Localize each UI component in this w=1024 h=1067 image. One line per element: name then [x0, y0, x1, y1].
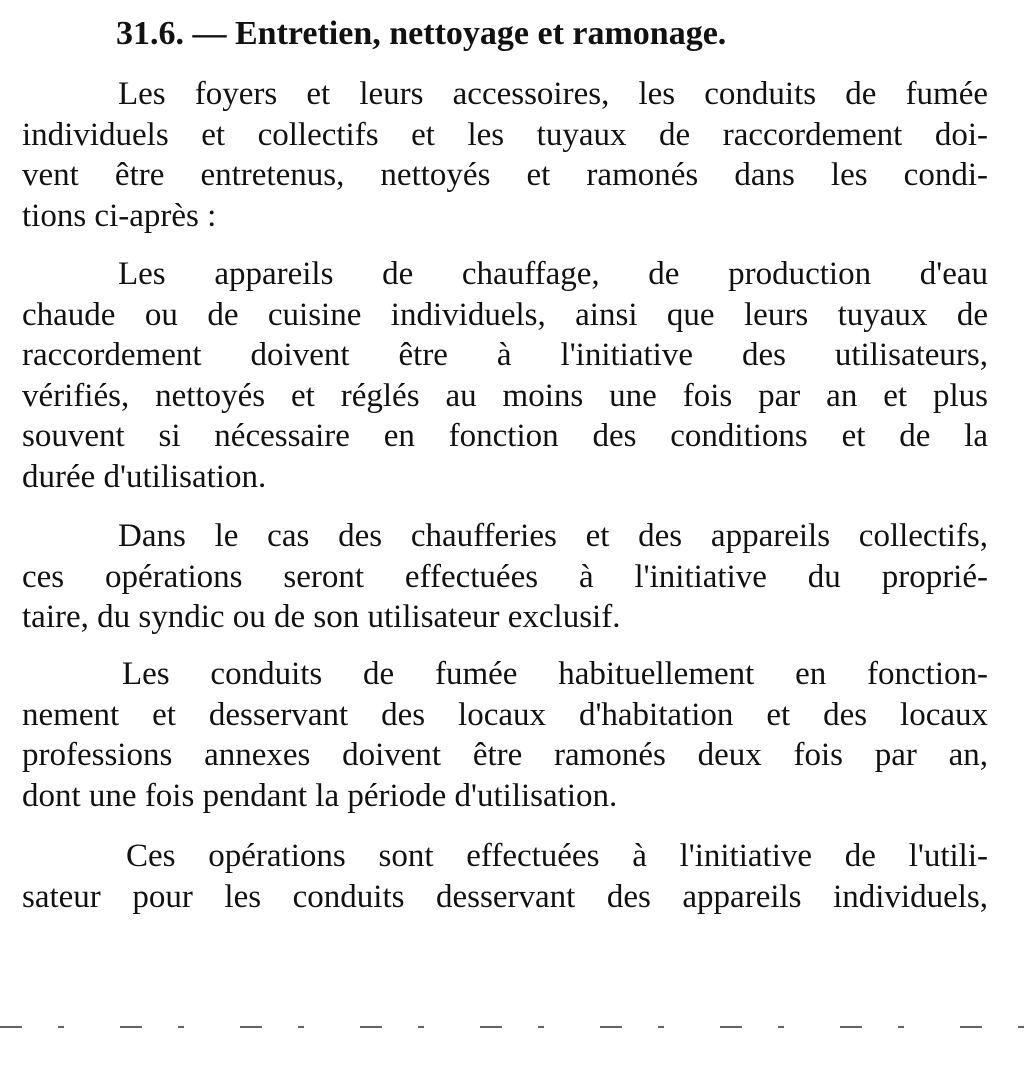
- paragraph-line: raccordement doivent être à l'initiative des utilisateurs,: [22, 337, 988, 373]
- paragraph-1: [22, 74, 988, 236]
- paragraph-line: souvent si nécessaire en fonction des conditions et de la: [22, 418, 988, 454]
- paragraph-line: individuels et collectifs et les tuyaux de raccordement doi-: [22, 116, 988, 153]
- paragraph-line: nement et desservant des locaux d'habitation et des locaux: [22, 696, 988, 733]
- paragraph-line: durée d'utilisation.: [22, 458, 267, 495]
- paragraph-line: Les appareils de chauffage, de production d'eau: [118, 256, 988, 292]
- paragraph-line: vent être entretenus, nettoyés et ramonés dans les condi-: [22, 157, 988, 193]
- paragraph-line: Ces opérations sont effectuées à l'initiative de l'utili-: [126, 838, 988, 874]
- paragraph-line: tions ci-après :: [22, 197, 217, 234]
- paragraph-line: vérifiés, nettoyés et réglés au moins une fois par an et plus: [22, 377, 988, 414]
- scan-artifact-line: [0, 1026, 1024, 1028]
- paragraph-line: chaude ou de cuisine individuels, ainsi que leurs tuyaux de: [22, 296, 988, 333]
- paragraph-line: dont une fois pendant la période d'utilisation.: [22, 777, 618, 814]
- paragraph-line: sateur pour les conduits desservant des appareils individuels,: [22, 878, 988, 915]
- paragraph-2: [22, 254, 988, 497]
- paragraph-line: taire, du syndic ou de son utilisateur exclusif.: [22, 599, 621, 635]
- paragraph-line: ces opérations seront effectuées à l'initiative du proprié-: [22, 558, 988, 595]
- paragraph-line: Dans le cas des chaufferies et des appareils collectifs,: [118, 518, 988, 554]
- paragraph-line: Les conduits de fumée habituellement en fonction-: [122, 656, 988, 692]
- paragraph-4: [22, 654, 988, 816]
- paragraph-5: [22, 836, 988, 917]
- paragraph-line: professions annexes doivent être ramonés deux fois par an,: [22, 737, 988, 773]
- section-heading: 31.6. — Entretien, nettoyage et ramonage.: [116, 15, 727, 52]
- paragraph-3: [22, 516, 988, 638]
- paragraph-line: Les foyers et leurs accessoires, les conduits de fumée: [118, 76, 988, 112]
